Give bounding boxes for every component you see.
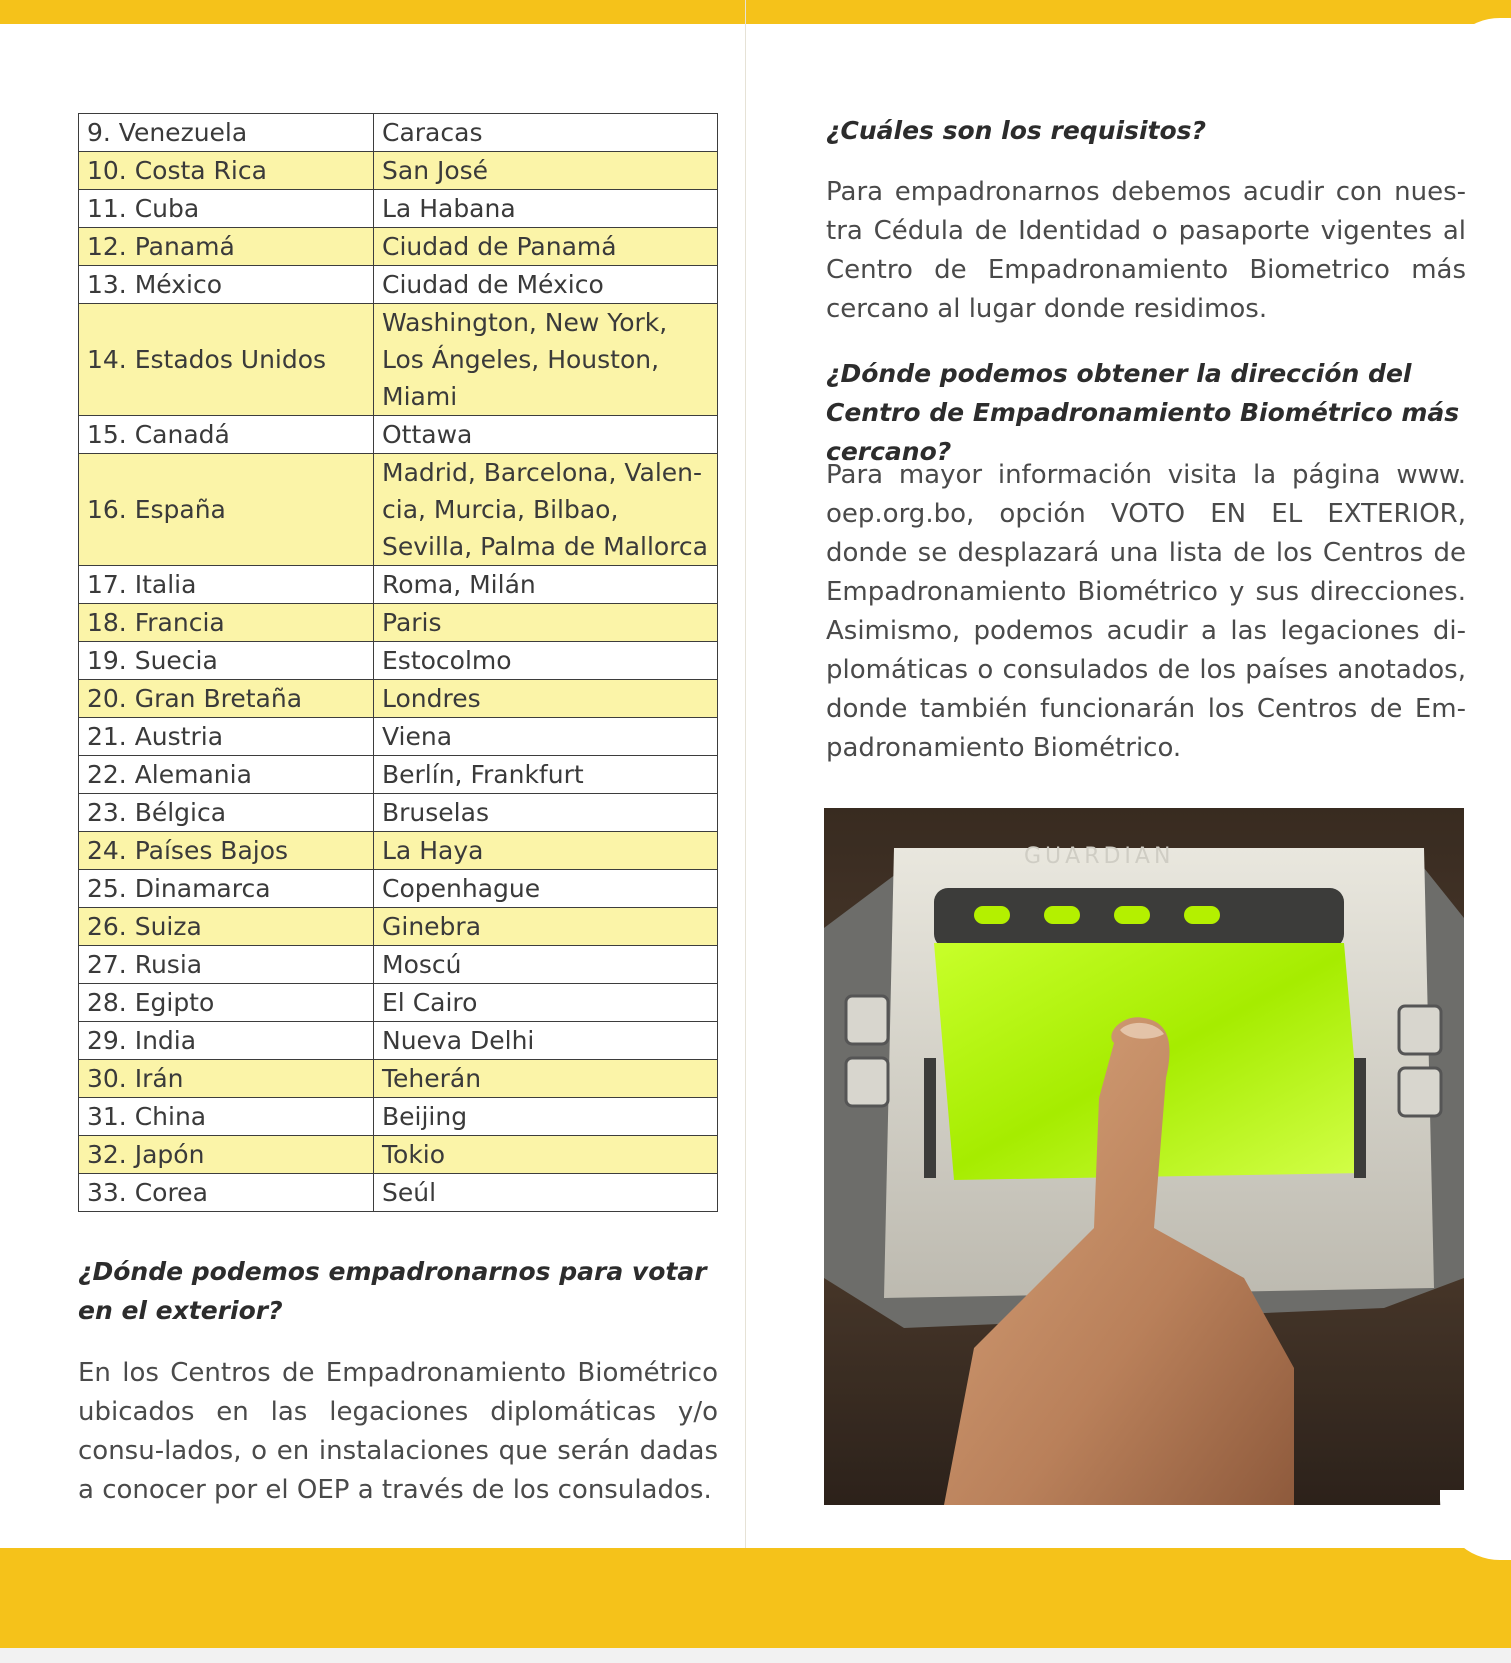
country-cell: 23. Bélgica <box>79 794 374 832</box>
fingerprint-scanner-photo <box>824 808 1464 1505</box>
city-cell: Caracas <box>374 114 718 152</box>
country-cell: 33. Corea <box>79 1174 374 1212</box>
led-2-icon <box>1044 906 1080 924</box>
table-row <box>79 1060 718 1098</box>
right-button-top-icon <box>1399 1006 1441 1054</box>
country-cell: 16. España <box>79 454 374 566</box>
country-cell: 30. Irán <box>79 1060 374 1098</box>
country-cell: 28. Egipto <box>79 984 374 1022</box>
table-row <box>79 680 718 718</box>
table-row <box>79 266 718 304</box>
city-cell: La Habana <box>374 190 718 228</box>
country-cell: 19. Suecia <box>79 642 374 680</box>
bottom-color-band <box>0 1548 1511 1648</box>
city-cell: Ciudad de México <box>374 266 718 304</box>
table-row <box>79 416 718 454</box>
table-row <box>79 642 718 680</box>
city-cell: Roma, Milán <box>374 566 718 604</box>
heading-direccion-centro: ¿Dónde podemos obtener la dirección del Centro de Empadronamiento Biométrico más cercano? <box>826 359 1460 466</box>
table-row <box>79 114 718 152</box>
table-row <box>79 832 718 870</box>
country-cell: 29. India <box>79 1022 374 1060</box>
table-row <box>79 908 718 946</box>
city-cell: Washington, New York, Los Ángeles, Houston, Miami <box>374 304 718 416</box>
fingerprint-scanner-illustration <box>824 808 1464 1505</box>
paragraph-donde-empadronarnos: En los Centros de Empadronamiento Biométrico ubicados en las legaciones diplomáticas y/o consu-lados, o en instalaciones que serán dadas a conocer por el OEP a través de los consulados. <box>78 1358 718 1505</box>
city-cell: Ciudad de Panamá <box>374 228 718 266</box>
country-cell: 20. Gran Bretaña <box>79 680 374 718</box>
country-cell: 24. Países Bajos <box>79 832 374 870</box>
city-cell: Bruselas <box>374 794 718 832</box>
table-row <box>79 756 718 794</box>
table-row <box>79 228 718 266</box>
country-cell: 12. Panamá <box>79 228 374 266</box>
table-row <box>79 1136 718 1174</box>
country-cell: 25. Dinamarca <box>79 870 374 908</box>
table-row <box>79 946 718 984</box>
country-cell: 18. Francia <box>79 604 374 642</box>
table-row <box>79 190 718 228</box>
paragraph-requisitos: Para empadronarnos debemos acudir con nues-tra Cédula de Identidad o pasaporte vigentes al Centro de Empadronamiento Biometrico más cercano al lugar donde residimos. <box>826 177 1466 324</box>
top-color-band <box>0 0 1511 24</box>
country-cell: 32. Japón <box>79 1136 374 1174</box>
country-cell: 13. México <box>79 266 374 304</box>
city-cell: Teherán <box>374 1060 718 1098</box>
table-row <box>79 1098 718 1136</box>
table-row <box>79 1022 718 1060</box>
country-cell: 26. Suiza <box>79 908 374 946</box>
bottom-page-edge <box>0 1648 1511 1663</box>
table-row <box>79 718 718 756</box>
city-cell: Ginebra <box>374 908 718 946</box>
led-1-icon <box>974 906 1010 924</box>
country-cell: 10. Costa Rica <box>79 152 374 190</box>
heading-requisitos: ¿Cuáles son los requisitos? <box>826 116 1207 145</box>
country-cell: 21. Austria <box>79 718 374 756</box>
left-button-bottom-icon <box>846 1058 888 1106</box>
page-corner-top-right <box>1440 18 1511 88</box>
country-cell: 27. Rusia <box>79 946 374 984</box>
device-brand-label: GUARDIAN <box>1024 844 1175 869</box>
city-cell: Seúl <box>374 1174 718 1212</box>
country-cell: 22. Alemania <box>79 756 374 794</box>
led-3-icon <box>1114 906 1150 924</box>
city-cell: Nueva Delhi <box>374 1022 718 1060</box>
table-row <box>79 794 718 832</box>
country-city-table <box>78 113 718 1212</box>
scanner-side-bar-left <box>924 1058 936 1178</box>
city-cell: Madrid, Barcelona, Valen- cia, Murcia, Bilbao, Sevilla, Palma de Mallorca <box>374 454 718 566</box>
table-row <box>79 984 718 1022</box>
city-cell: Copenhague <box>374 870 718 908</box>
country-cell: 11. Cuba <box>79 190 374 228</box>
table-row <box>79 454 718 566</box>
country-cell: 9. Venezuela <box>79 114 374 152</box>
city-cell: Moscú <box>374 946 718 984</box>
heading-donde-empadronarnos: ¿Dónde podemos empadronarnos para votar en el exterior? <box>78 1257 707 1325</box>
table-row <box>79 566 718 604</box>
city-cell: El Cairo <box>374 984 718 1022</box>
paragraph-direccion-centro: Para mayor información visita la página www. oep.org.bo, opción VOTO EN EL EXTERIOR, donde se desplazará una lista de los Centros de Empadronamiento Biométrico y sus direcciones. Asimismo, podemos acudir a las legaciones di-plomáticas o consulados de los países anotados, donde también funcionarán los Centros de Em-padronamiento Biométrico. <box>826 460 1466 763</box>
left-button-top-icon <box>846 996 888 1044</box>
table-row <box>79 152 718 190</box>
country-cell: 15. Canadá <box>79 416 374 454</box>
city-cell: La Haya <box>374 832 718 870</box>
city-cell: Tokio <box>374 1136 718 1174</box>
country-cell: 14. Estados Unidos <box>79 304 374 416</box>
table-body <box>79 114 718 1212</box>
table-row <box>79 1174 718 1212</box>
country-cell: 17. Italia <box>79 566 374 604</box>
city-cell: Viena <box>374 718 718 756</box>
table-row <box>79 604 718 642</box>
city-cell: Londres <box>374 680 718 718</box>
country-cell: 31. China <box>79 1098 374 1136</box>
led-4-icon <box>1184 906 1220 924</box>
city-cell: Beijing <box>374 1098 718 1136</box>
scanner-side-bar-right <box>1354 1058 1366 1178</box>
city-cell: Estocolmo <box>374 642 718 680</box>
city-cell: Paris <box>374 604 718 642</box>
right-button-bottom-icon <box>1399 1068 1441 1116</box>
city-cell: Berlín, Frankfurt <box>374 756 718 794</box>
table-row <box>79 304 718 416</box>
table-row <box>79 870 718 908</box>
page-fold-line <box>745 0 746 1663</box>
city-cell: Ottawa <box>374 416 718 454</box>
city-cell: San José <box>374 152 718 190</box>
